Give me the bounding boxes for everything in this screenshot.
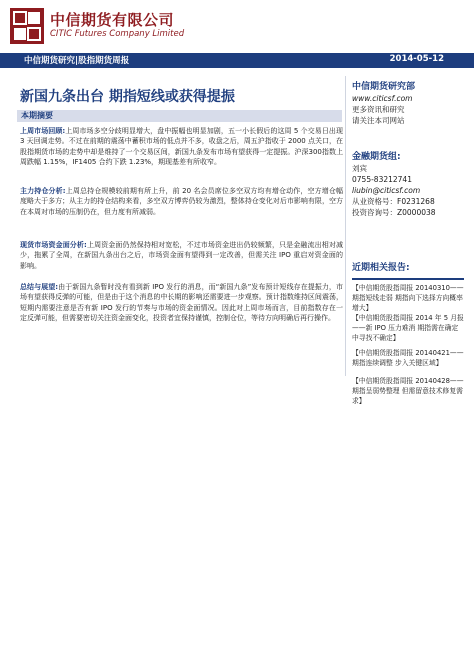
position-analysis-label: 主力持仓分析: [20, 187, 66, 195]
analyst-email[interactable]: liubin@citicsf.com [352, 186, 421, 195]
company-name-en: CITIC Futures Company Limited [50, 29, 185, 39]
analyst-phone: 0755-83212741 [352, 175, 412, 184]
column-divider [345, 76, 346, 376]
recent-report-item[interactable]: 【中信期货股指周报 20140421——期指连续调整 步入关键区域】 [352, 349, 464, 367]
sidebar-note-2: 请关注本司网站 [352, 116, 405, 125]
analyst-advisor-id: 投资咨询号：Z0000038 [352, 208, 436, 217]
recent-reports-title: 近期相关报告: [352, 263, 410, 273]
report-date: 2014-05-12 [389, 54, 444, 64]
market-review-label: 上周市场回顾: [20, 127, 66, 135]
recent-report-item[interactable]: 【中信期货股指周报 20140428——期指呈弱势整理 但需留意技术修复需求】 [352, 377, 464, 405]
capital-analysis-text: 上周资金面仍然保持相对宽松，不过市场资金进出仍较频繁，只是金融流出相对减少，拖累了全周，在新国九条出台之后，市场资金面有望得到一定改善，但需关注 IPO 重启对资金面的影响。 [20, 241, 343, 270]
recent-reports-rule [352, 278, 464, 280]
sidebar-contact [352, 82, 462, 126]
position-analysis-text: 上周总持仓规模较前期有所上升，前 20 名会员席位多空双方均有增仓动作，空方增仓幅度略大于多方；从主力的持仓结构来看，多空双方博弈仍较为激烈，整体持仓变化对后市影响有限，空方在本周对市场的压制仍在，但力度有所减弱。 [20, 187, 343, 216]
market-review-paragraph [20, 126, 343, 168]
dept-name: 中信期货研究部 [352, 82, 416, 92]
summary-heading-bar [17, 110, 342, 122]
sidebar-analyst [352, 152, 462, 218]
analyst-group: 金融期货组: [352, 152, 401, 162]
company-logo [10, 8, 44, 44]
outlook-paragraph [20, 282, 343, 324]
sidebar-note-1: 更多资讯和研究 [352, 105, 405, 114]
report-category-bar [0, 53, 474, 68]
capital-analysis-label: 现货市场资金面分析: [20, 241, 87, 249]
outlook-text: 由于新国九条暂时没有看到新 IPO 发行的消息，而“新国九条”发布预计短线存在提振力，市场有望获得反弹的可能，但是由于这个消息的中长期的影响还需要进一步观察。预计指数维持区间震荡，短期内需要注意是否有新 IPO 发行的节奏与市场的资金面情况。因此对上周市场而言，目前指数存在一定反弹可能，但需要密切关注资金面变化，投资者宜保持谨慎，控制仓位，等待方向明确后再行操作。 [20, 283, 343, 323]
report-category: 中信期货研究|股指期货周报 [24, 56, 130, 66]
position-analysis-paragraph [20, 186, 343, 217]
report-title: 新国九条出台 期指短线或获得提振 [20, 89, 235, 105]
company-name-cn: 中信期货有限公司 [50, 11, 175, 29]
market-review-text: 上周市场多空分歧明显增大，盘中振幅也明显加剧，五一小长假后的这周 5 个交易日出现 3 天回调走势。不过在前期的震荡中蓄积市场的低点并不多，收盘之后，周五沪指收于 2000 点关口，在股指期货市场的走势中却是维持了一个交易区间，新国九条发布市场有望获得一定提振。沪深300指数上周跌幅 1.15%，IF1405 合约下跌 1.23%，期现基差有所收窄。 [20, 127, 343, 167]
analyst-license: 从业资格号：F0231268 [352, 197, 435, 206]
summary-heading: 本期摘要 [21, 111, 53, 120]
logo-icon [10, 8, 44, 44]
analyst-name: 刘宾 [352, 164, 367, 173]
outlook-label: 总结与展望: [20, 283, 59, 291]
recent-report-item[interactable]: 【中信期货股指周报 2014 年 5 月报——新 IPO 压力难消 期指需在确定中寻找不确定】 [352, 314, 464, 342]
website-link[interactable]: www.citicsf.com [352, 94, 413, 103]
capital-analysis-paragraph [20, 240, 343, 271]
page-header [0, 0, 474, 52]
recent-report-item[interactable]: 【中信期货股指周报 20140310——期指短线走弱 期指向下选择方向概率增大】 [352, 284, 464, 312]
recent-reports-header [352, 263, 462, 274]
